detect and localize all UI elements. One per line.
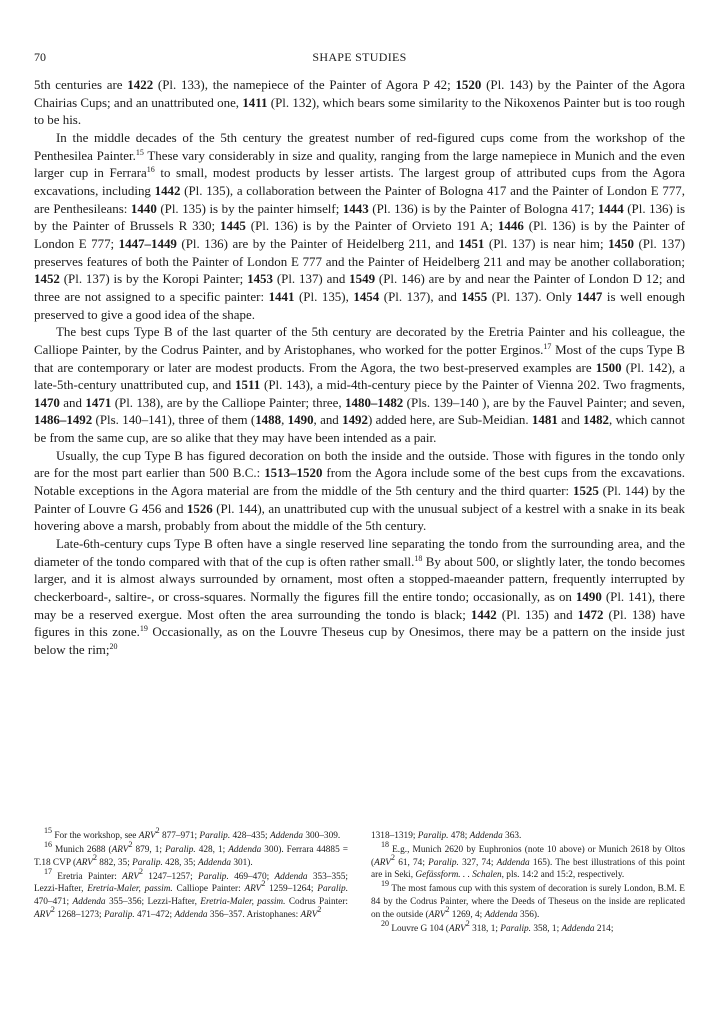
footnotes-left-column [34, 826, 349, 937]
footnote-continuation: 1318–1319; Paralip. 478; Addenda 363. [371, 831, 522, 841]
footnote: $^{19}$ The most famous cup with this system of decoration is surely London, B.M. E 84 by the Codrus Painter, where the Deeds of Theseus on the inside are replicated on the outside (ARV$^2$ 1269, 4; Addenda 356). [371, 879, 685, 920]
paragraph: Late-6th-century cups Type B often have a single reserved line separating the tondo from the surrounding area, and the diameter of the tondo compared with that of the cup is often rather small.$^{18}$ By about 500, or slightly later, the tondo becomes larger, and it is almost always surrounded by ornament, most often a stopped-maeander pattern, frequently interrupted by checkerboard-, saltire-, or cross-squares. Normally the figures fill the entire tondo; occasionally, as on 1490 (Pl. 141), there may be a reserved exergue. Most often the area surrounding the tondo is black; 1442 (Pl. 135) and 1472 (Pl. 138) have figures in this zone.$^{19}$ Occasionally, as on the Louvre Theseus cup by Onesimos, there may be a pattern on the inside just below the rim;$^{20}$ [34, 536, 686, 657]
paragraph: 5th centuries are 1422 (Pl. 133), the namepiece of the Painter of Agora P 42; 1520 (Pl. 143) by the Painter of the Agora Chairias Cups; and an unattributed one, 1411 (Pl. 132), which bears some similarity to the Nikoxenos Painter but is too rough to be his. [34, 77, 685, 128]
page-header [34, 50, 685, 64]
footnote: $^{18}$ E.g., Munich 2620 by Euphronios (note 10 above) or Munich 2618 by Oltos (ARV$^2$ 61, 74; Paralip. 327, 74; Addenda 165). The best illustrations of this point are in Seki, Gefässform. . . Schalen, pls. 14:2 and 15:2, respectively. [371, 840, 685, 881]
paragraph: The best cups Type B of the last quarter of the 5th century are decorated by the Eretria Painter and his colleague, the Calliope Painter, by the Codrus Painter, and by Aristophanes, who worked for the potter Erginos.$^{17}$ Most of the cups Type B that are contemporary or later are modest products. From the Agora, the two best-preserved examples are 1500 (Pl. 142), a late-5th-century unattributed cup, and 1511 (Pl. 143), a mid-4th-century piece by the Painter of Vienna 202. Two fragments, 1470 and 1471 (Pl. 138), are by the Calliope Painter; three, 1480–1482 (Pls. 139–140 ), are by the Fauvel Painter; and seven, 1486–1492 (Pls. 140–141), three of them (1488, 1490, and 1492) added here, are Sub-Meidian. 1481 and 1482, which cannot be from the same cup, are so alike that they may have been intended as a pair. [34, 324, 686, 446]
footnote: $^{17}$ Eretria Painter: ARV$^2$ 1247–1257; Paralip. 469–470; Addenda 353–355; Lezzi-Hafter, Eretria-Maler, passim. Calliope Painter: ARV$^2$ 1259–1264; Paralip. 470–471; Addenda 355–356; Lezzi-Hafter, Eretria-Maler, passim. Codrus Painter: ARV$^2$ 1268–1273; Paralip. 471–472; Addenda 356–357. Aristophanes: ARV$^2$ [34, 866, 349, 920]
footnotes-right-column [371, 830, 685, 937]
page-number: 70 [34, 50, 46, 64]
footnote: $^{20}$ Louvre G 104 (ARV$^2$ 318, 1; Paralip. 358, 1; Addenda 214; [381, 918, 614, 934]
body-text [34, 76, 685, 659]
paragraph: In the middle decades of the 5th century the greatest number of red-figured cups come from the workshop of the Penthesilea Painter.$^{15}$ These vary considerably in size and quality, ranging from the large namepiece in Munich and the even larger cup in Ferrara$^{16}$ to small, modest products by lesser artists. The largest group of attributed cups from the Agora excavations, including 1442 (Pl. 135), a collaboration between the Painter of Bologna 417 and the Painter of London E 777, are Penthesileans: 1440 (Pl. 135) is by the painter himself; 1443 (Pl. 136) is by the Painter of Bologna 417; 1444 (Pl. 136) is by the Painter of Brussels R 330; 1445 (Pl. 136) is by the Painter of Orvieto 191 A; 1446 (Pl. 136) is by the Painter of London E 777; 1447–1449 (Pl. 136) are by the Painter of Heidelberg 211, and 1451 (Pl. 137) is near him; 1450 (Pl. 137) preserves features of both the Painter of London E 777 and the Painter of Heidelberg 211 and may be another collaboration; 1452 (Pl. 137) is by the Koropi Painter; 1453 (Pl. 137) and 1549 (Pl. 146) are by and near the Painter of London D 12; and three are not assigned to a specific painter: 1441 (Pl. 135), 1454 (Pl. 137), and 1455 (Pl. 137). Only 1447 is well enough preserved to give a good idea of the shape. [34, 129, 686, 322]
paragraph: Usually, the cup Type B has figured decoration on both the inside and the outside. Those with figures in the tondo only are for the most part earlier than 500 B.C.: 1513–1520 from the Agora include some of the best cups from the excavations. Notable exceptions in the Agora material are from the middle of the 5th century and the third quarter: 1525 (Pl. 144) by the Painter of Louvre G 456 and 1526 (Pl. 144), an unattributed cup with the unusual subject of a kestrel with a snake in its beak hovering above a marsh, probably from about the middle of the 5th century. [34, 447, 685, 534]
running-title: SHAPE STUDIES [312, 50, 407, 64]
footnote: $^{15}$ For the workshop, see ARV$^2$ 877–971; Paralip. 428–435; Addenda 300–309. [44, 826, 341, 841]
footnote: $^{16}$ Munich 2688 (ARV$^2$ 879, 1; Paralip. 428, 1; Addenda 300). Ferrara 44885 = T.18 CVP (ARV$^2$ 882, 35; Paralip. 428, 35; Addenda 301). [34, 840, 348, 868]
footnotes [34, 826, 685, 937]
